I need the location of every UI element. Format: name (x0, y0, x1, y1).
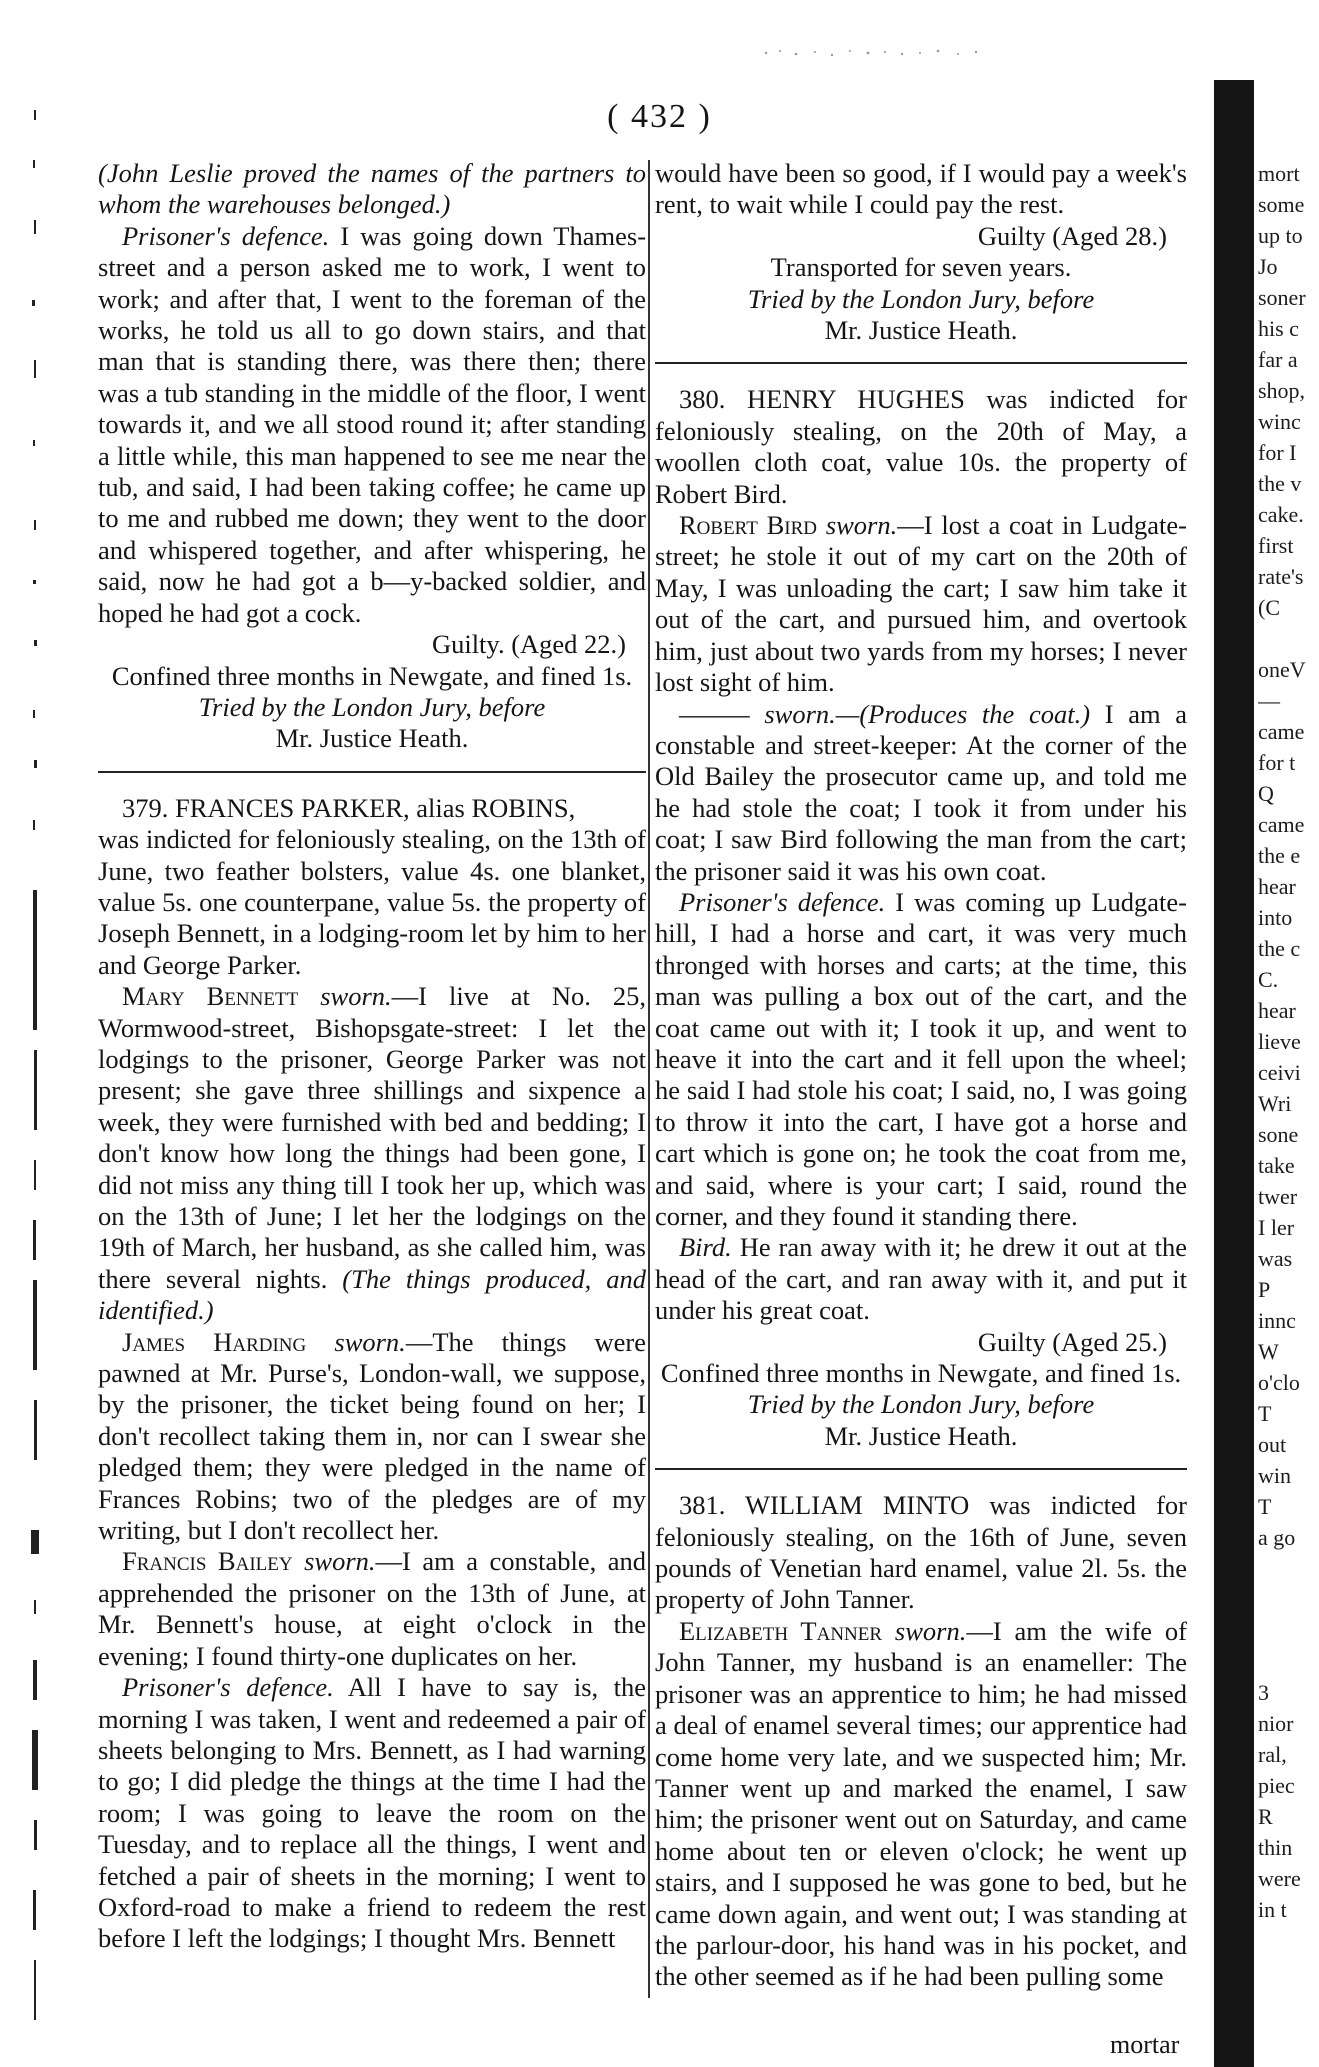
fragment-line: was (1258, 1246, 1293, 1271)
fragment-line (1258, 1553, 1319, 1584)
binding-gutter-marks (0, 100, 80, 2060)
page-edge-shadow (1214, 80, 1254, 2067)
fragment-line: far a (1258, 347, 1298, 372)
fragment-line: sone (1258, 1122, 1299, 1147)
tried-by: Tried by the London Jury, before (747, 1389, 1095, 1420)
fragment-line: C. (1258, 967, 1279, 992)
fragment-line: rate's (1258, 564, 1304, 589)
defence-paragraph: Prisoner's defence. I was coming up Ludgate-hill, I had a horse and cart, it was very much thronged with horses and carts; at the time, this man was pulling a box out of the cart, and the coat came out with it; I took it up, and went to heave it into the cart and it fell upon the wheel; he said I had stole his coat; I said, no, I was going to throw it into the cart, I have got a horse and cart which is gone on; he took the coat from me, and said, where is your cart; I said, round the corner, and they found it standing there. (655, 886, 1188, 1231)
fragment-line: a go (1258, 1525, 1296, 1550)
fragment-line: in t (1258, 1897, 1287, 1922)
fragment-line: thin (1258, 1835, 1293, 1860)
fragment-line: the v (1258, 471, 1302, 496)
fragment-line: T (1258, 1494, 1272, 1519)
fragment-line: ceivi (1258, 1060, 1301, 1085)
catchword: mortar (1110, 2030, 1180, 2059)
fragment-line: lieve (1258, 1029, 1301, 1054)
intro-note: (John Leslie proved the names of the partners to whom the warehouses belonged.) (98, 158, 646, 220)
tried-by: Tried by the London Jury, before (198, 691, 546, 722)
continued-text: would have been so good, if I would pay a week's rent, to wait while I could pay the rest. (655, 158, 1187, 220)
section-rule (98, 771, 646, 773)
fragment-line: twer (1258, 1184, 1298, 1209)
fragment-line: mort (1258, 161, 1300, 186)
sentence: Confined three months in Newgate, and fined 1s. (111, 660, 633, 691)
fragment-line: Wri (1258, 1091, 1292, 1116)
testimony-robert-bird: Robert Bird sworn.—I lost a coat in Ludgate-street; he stole it out of my cart on the 20th of May, I was unloading the cart; I saw him take it out of the cart, and pursued him, and overtook him, just about two yards from my horses; I never lost sight of him. (655, 510, 1187, 698)
fragment-line: winc (1258, 409, 1301, 434)
fragment-line: ral, (1258, 1742, 1287, 1767)
fragment-line: piec (1258, 1773, 1295, 1798)
testimony-bird-reply: Bird. He ran away with it; he drew it out at the head of the cart, and ran away with it, and put it under his great coat. (655, 1232, 1187, 1326)
fragment-line: P (1258, 1277, 1271, 1302)
fragment-line: R (1258, 1804, 1273, 1829)
fragment-line: 3 (1258, 1680, 1269, 1705)
case-379-indictment: was indicted for feloniously stealing, on the 13th of June, two feather bolsters, value 4s. one blanket, value 5s. one counterpane, value 5s. the property of Joseph Bennett, in a lodging-room let by him to her and George Parker. (98, 824, 646, 980)
fragment-line: I ler (1258, 1215, 1295, 1240)
fragment-line: take (1258, 1153, 1295, 1178)
fragment-line: nior (1258, 1711, 1294, 1736)
fragment-line (1258, 1646, 1319, 1677)
testimony-elizabeth-tanner: Elizabeth Tanner sworn.—I am the wife of John Tanner, my husband is an enameller: The prisoner was an apprentice to him; he had missed a deal of enamel several times; our apprentice had come home very late, and we suspected him; Mr. Tanner went up and marked the enamel, I saw him; the prisoner went out on Saturday, and came home about ten or eleven o'clock; he went up stairs, and I supposed he was gone to bed, but he came down again, and went out; I was standing at the parlour-door, his hand was in his pocket, and the other seemed as if he had been pulling some (655, 1615, 1187, 1992)
ink-specks (760, 44, 990, 62)
fragment-line: first (1258, 533, 1294, 558)
case-380-indictment: 380. HENRY HUGHES was indicted for feloniously stealing, on the 20th of May, a woollen cloth coat, value 10s. the property of Robert Bird. (655, 384, 1187, 509)
right-column (655, 158, 1187, 1993)
section-rule (655, 362, 1187, 364)
left-column (98, 158, 646, 1955)
verdict: Guilty (Aged 28.) (977, 220, 1167, 251)
testimony-mary-bennett: Mary Bennett sworn.—I live at No. 25, Wormwood-street, Bishopsgate-street: I let the lodgings to the prisoner, George Parker was not present; she gave three shillings and sixpence a week, they were furnished with bed and bedding; I don't know how long the things had been gone, I did not miss any thing till I took her up, which was on the 13th of June; I let her the lodgings on the 19th of March, her husband, as she called him, was there several nights. (The things produced, and identified.) (98, 981, 647, 1326)
adjacent-page-fragments (1258, 158, 1319, 1925)
testimony-francis-bailey: Francis Bailey sworn.—I am a constable, and apprehended the prisoner on the 13th of June, at Mr. Bennett's house, at eight o'clock in the evening; I found thirty-one duplicates on her. (98, 1546, 647, 1671)
fragment-line: out (1258, 1432, 1287, 1457)
fragment-line: the e (1258, 843, 1301, 868)
fragment-line (1258, 1615, 1319, 1646)
sentence: Confined three months in Newgate, and fined 1s. (660, 1358, 1182, 1389)
fragment-line: for t (1258, 750, 1296, 775)
fragment-line: innc (1258, 1308, 1296, 1333)
fragment-line: oneV (1258, 657, 1306, 682)
fragment-line: shop, (1258, 378, 1306, 403)
fragment-line: cake. (1258, 502, 1304, 527)
column-divider (648, 160, 650, 1998)
section-rule (655, 1468, 1187, 1470)
defence-paragraph: Prisoner's defence. I was going down Thames-street and a person asked me to work, I went to work; and after that, I went to the foreman of the works, he told us all to go down stairs, and that man that is standing there, was there then; there was a tub standing in the middle of the floor, I went towards it, and we all stood round it; after standing a little while, this man happened to see me near the tub, and said, I had been taking coffee; he came up to me and rubbed me down; they went to the door and whispered together, and after whispering, he said, now he had got a b—y-backed soldier, and hoped he had got a cock. (98, 220, 647, 628)
judge: Mr. Justice Heath. (275, 723, 469, 754)
fragment-line: came (1258, 719, 1305, 744)
fragment-line (1258, 1584, 1319, 1615)
case-379-heading: 379. FRANCES PARKER, alias ROBINS, (122, 792, 576, 823)
defence-paragraph-2: Prisoner's defence. All I have to say is, the morning I was taken, I went and redeemed a pair of sheets belonging to Mrs. Bennett, as I had warning to go; I did pledge the things at the time I had the room; I was going to leave the room on the Tuesday, and to replace all the things, I went and fetched a pair of sheets in the morning; I went to Oxford-road to make a friend to redeem the rest before I left the lodgings; I thought Mrs. Bennett (98, 1672, 646, 1954)
fragment-line: his c (1258, 316, 1299, 341)
fragment-line: W (1258, 1339, 1279, 1364)
fragment-line: hear (1258, 874, 1296, 899)
fragment-line: — (1258, 688, 1280, 713)
sentence: Transported for seven years. (770, 252, 1072, 283)
fragment-line (1258, 623, 1319, 654)
verdict: Guilty. (Aged 22.) (431, 629, 626, 660)
judge: Mr. Justice Heath. (824, 315, 1018, 346)
fragment-line: for I (1258, 440, 1297, 465)
fragment-line: T (1258, 1401, 1272, 1426)
fragment-line: the c (1258, 936, 1301, 961)
fragment-line: Q (1258, 781, 1274, 806)
fragment-line: up to (1258, 223, 1303, 248)
case-381-indictment: 381. WILLIAM MINTO was indicted for feloniously stealing, on the 16th of June, seven pounds of Venetian hard enamel, value 2l. 5s. the property of John Tanner. (655, 1490, 1188, 1615)
fragment-line: o'clo (1258, 1370, 1300, 1395)
fragment-line: win (1258, 1463, 1291, 1488)
judge: Mr. Justice Heath. (824, 1420, 1018, 1451)
page-number: ( 432 ) (607, 98, 712, 135)
fragment-line: soner (1258, 285, 1306, 310)
fragment-line: came (1258, 812, 1305, 837)
fragment-line: were (1258, 1866, 1301, 1891)
tried-by: Tried by the London Jury, before (747, 283, 1095, 314)
testimony-james-harding: James Harding sworn.—The things were pawned at Mr. Purse's, London-wall, we suppose, by the prisoner, the ticket being found on her; I don't recollect taking them in, nor can I swear she pledged them; they were pledged in the name of Frances Robins; two of the pledges are of my writing, but I don't recollect her. (98, 1326, 647, 1546)
fragment-line: into (1258, 905, 1293, 930)
fragment-line: (C (1258, 595, 1280, 620)
fragment-line: hear (1258, 998, 1296, 1023)
fragment-line: Jo (1258, 254, 1278, 279)
testimony-constable: ——— sworn.—(Produces the coat.) I am a constable and street-keeper: At the corner of the Old Bailey the prosecutor came up, and told me he had stole the coat; I took it from under his coat; I saw Bird following the man from the cart; the prisoner said it was his own coat. (655, 698, 1187, 886)
fragment-line: some (1258, 192, 1305, 217)
verdict: Guilty (Aged 25.) (977, 1326, 1167, 1357)
